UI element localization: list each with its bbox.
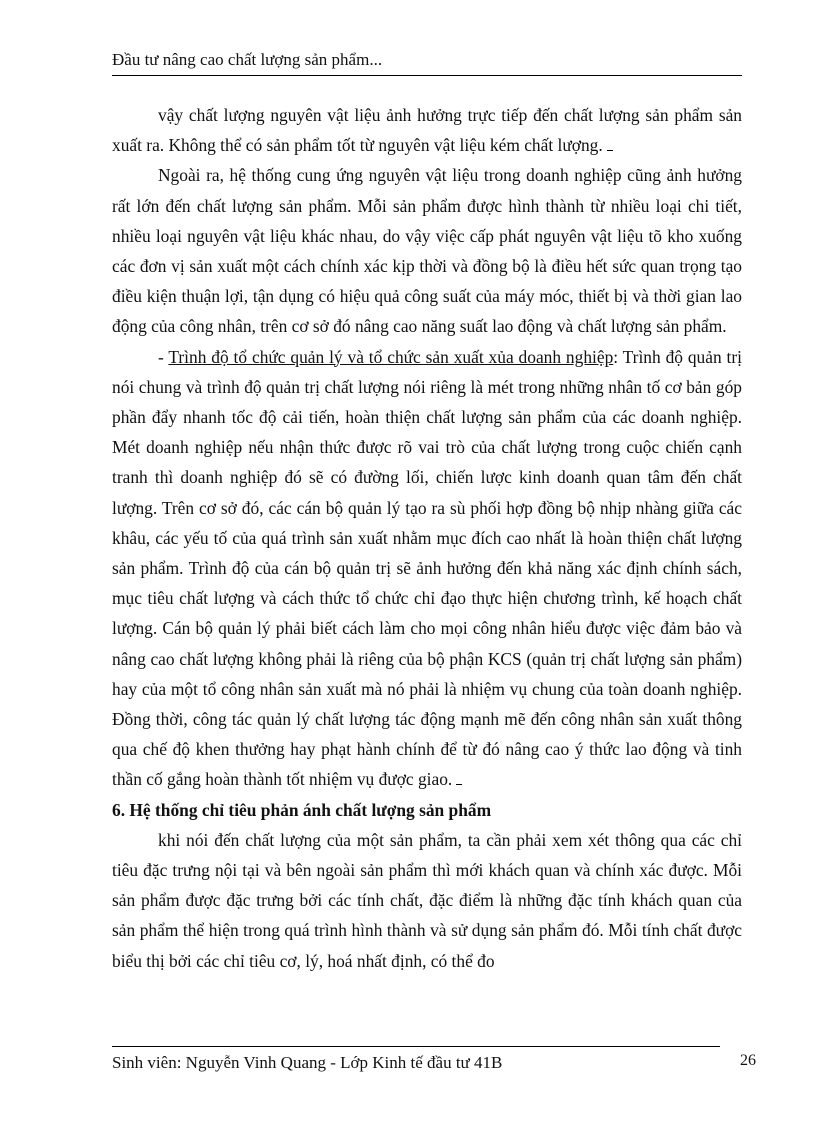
paragraph-3 (112, 342, 742, 795)
paragraph-3-text: : Trình độ quản trị nói chung và trình độ quản trị chất lượng nói riêng là mét trong những nhân tố cơ bản góp phần đẩy nhanh tốc độ cải tiến, hoàn thiện chất lượng sản phẩm của các doanh nghiệp. Mét doanh nghiệp nếu nhận thức được rõ vai trò của chất lượng trong cuộc chiến cạnh tranh thì doanh nghiệp đó sẽ có đường lối, chiến lược kinh doanh quan tâm đến chất lượng. Trên cơ sở đó, các cán bộ quản lý tạo ra sù phối hợp đồng bộ nhịp nhàng giữa các khâu, các yếu tố của quá trình sản xuất nhằm mục đích cao nhất là hoàn thiện chất lượng sản phẩm. Trình độ của cán bộ quản trị sẽ ảnh hưởng đến khả năng xác định chính sách, mục tiêu chất lượng và cách thức tổ chức chỉ đạo thực hiện chương trình, kế hoạch chất lượng. Cán bộ quản lý phải biết cách làm cho mọi công nhân hiểu được việc đảm bảo và nâng cao chất lượng không phải là riêng của bộ phận KCS (quản trị chất lượng sản phẩm) hay của một tổ công nhân sản xuất mà nó phải là nhiệm vụ chung của toàn doanh nghiệp. Đồng thời, công tác quản lý chất lượng tác động mạnh mẽ đến công nhân sản xuất thông qua chế độ khen thưởng hay phạt hành chính để từ đó nâng cao ý thức lao động và tinh thần cố gắng hoàn thành tốt nhiệm vụ được giao. (112, 346, 742, 790)
body-text (112, 100, 742, 976)
section-heading: 6. Hệ thống chỉ tiêu phản ánh chất lượng sản phẩm (112, 799, 492, 820)
edit-mark (607, 136, 613, 151)
paragraph-1-text: vậy chất lượng nguyên vật liệu ảnh hưởng trực tiếp đến chất lượng sản phẩm sản xuất ra. Không thể có sản phẩm tốt từ nguyên vật liệu kém chất lượng. (112, 105, 742, 156)
paragraph-4: khi nói đến chất lượng của một sản phẩm, ta cần phải xem xét thông qua các chỉ tiêu đặc trưng nội tại và bên ngoài sản phẩm thì mới khách quan và chính xác được. Mỗi sản phẩm được đặc trưng bởi các tính chất, đặc điểm là những đặc tính khách quan của sản phẩm thể hiện trong quá trình hình thành và sử dụng sản phẩm đó. Mỗi tính chất được biểu thị bởi các chỉ tiêu cơ, lý, hoá nhất định, có thể đo (112, 829, 742, 971)
page-number: 26 (740, 1052, 756, 1069)
paragraph-3-dash: - (158, 346, 169, 367)
paragraph-3-title: Trình độ tổ chức quản lý và tổ chức sản xuất xủa doanh nghiệp (168, 346, 614, 367)
running-header: Đầu tư nâng cao chất lượng sản phẩm... (112, 49, 742, 76)
edit-mark (456, 770, 462, 785)
footer-divider (112, 1046, 720, 1047)
footer-student: Sinh viên: Nguyễn Vinh Quang - Lớp Kinh tế đầu tư 41B (112, 1053, 503, 1072)
paragraph-1 (112, 100, 742, 160)
paragraph-2: Ngoài ra, hệ thống cung ứng nguyên vật liệu trong doanh nghiệp cũng ảnh hưởng rất lớn đến chất lượng sản phẩm. Mỗi sản phẩm được hình thành từ nhiều loại chi tiết, nhiều loại nguyên vật liệu khác nhau, do vậy việc cấp phát nguyên vật liệu tõ kho xuống các đơn vị sản xuất một cách chính xác kịp thời và đồng bộ là điều hết sức quan trọng tạo điều kiện thuận lợi, tận dụng có hiệu quả công suất của máy móc, thiết bị và thời gian lao động của công nhân, trên cơ sở đó nâng cao năng suất lao động và chất lượng sản phẩm. (112, 165, 742, 337)
